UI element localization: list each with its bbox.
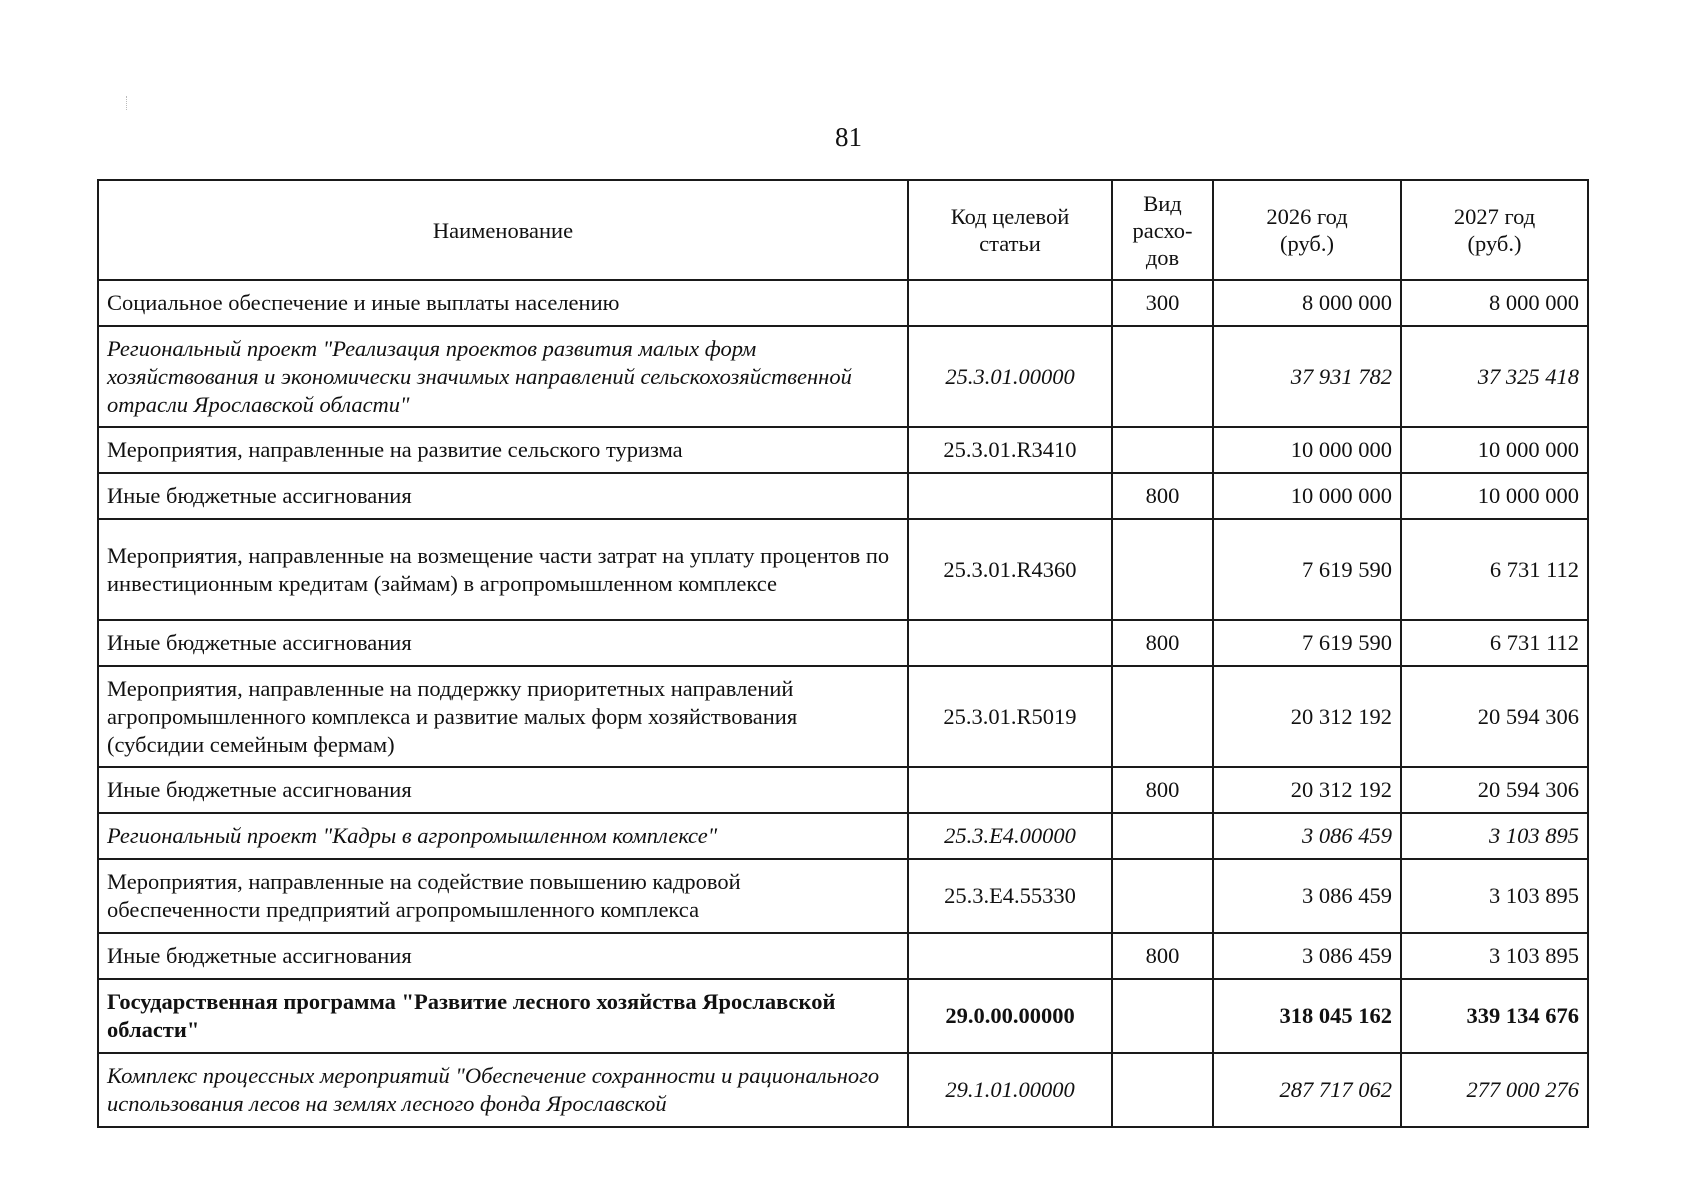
row-kind [1112,859,1213,933]
header-kind: Вид расхо-дов [1112,180,1213,280]
row-kind: 300 [1112,280,1213,326]
row-code [908,933,1112,979]
row-2026: 10 000 000 [1213,427,1401,473]
row-name: Социальное обеспечение и иные выплаты населению [98,280,908,326]
row-2026: 10 000 000 [1213,473,1401,519]
row-2026: 20 312 192 [1213,666,1401,767]
row-code [908,767,1112,813]
row-name: Иные бюджетные ассигнования [98,620,908,666]
row-code [908,620,1112,666]
row-kind: 800 [1112,767,1213,813]
row-kind [1112,813,1213,859]
row-code: 29.1.01.00000 [908,1053,1112,1127]
row-2026: 3 086 459 [1213,933,1401,979]
row-code: 25.3.01.00000 [908,326,1112,427]
page-number: 81 [835,122,862,152]
row-2027: 6 731 112 [1401,620,1588,666]
table-row [98,813,1588,859]
row-name: Региональный проект "Кадры в агропромышленном комплексе" [98,813,908,859]
row-2027: 277 000 276 [1401,1053,1588,1127]
row-2027: 3 103 895 [1401,859,1588,933]
row-2027: 20 594 306 [1401,666,1588,767]
row-name: Мероприятия, направленные на возмещение части затрат на уплату процентов по инвестиционным кредитам (займам) в агропромышленном комплексе [98,519,908,620]
row-kind [1112,666,1213,767]
row-name: Комплекс процессных мероприятий "Обеспечение сохранности и рационального использования лесов на землях лесного фонда Ярославской [98,1053,908,1127]
header-year-2026: 2026 год (руб.) [1213,180,1401,280]
row-2027: 3 103 895 [1401,813,1588,859]
row-kind: 800 [1112,473,1213,519]
table-row [98,859,1588,933]
row-2027: 3 103 895 [1401,933,1588,979]
table-row [98,666,1588,767]
table-row [98,933,1588,979]
row-name: Мероприятия, направленные на содействие повышению кадровой обеспеченности предприятий агропромышленного комплекса [98,859,908,933]
row-kind [1112,427,1213,473]
scan-artifact-mark [126,96,129,110]
row-name: Мероприятия, направленные на поддержку приоритетных направлений агропромышленного комплекса и развитие малых форм хозяйствования (субсидии семейным фермам) [98,666,908,767]
header-year-2027: 2027 год (руб.) [1401,180,1588,280]
row-2026: 3 086 459 [1213,859,1401,933]
row-kind [1112,519,1213,620]
row-2026: 318 045 162 [1213,979,1401,1053]
row-code: 25.3.Е4.00000 [908,813,1112,859]
header-code: Код целевой статьи [908,180,1112,280]
row-2027: 6 731 112 [1401,519,1588,620]
row-name: Региональный проект "Реализация проектов развития малых форм хозяйствования и экономически значимых направлений сельскохозяйственной отрасли Ярославской области" [98,326,908,427]
row-kind [1112,1053,1213,1127]
row-2027: 10 000 000 [1401,427,1588,473]
row-kind [1112,979,1213,1053]
table-row [98,326,1588,427]
table-row [98,979,1588,1053]
row-name: Мероприятия, направленные на развитие сельского туризма [98,427,908,473]
table-row [98,1053,1588,1127]
row-code: 29.0.00.00000 [908,979,1112,1053]
row-2027: 37 325 418 [1401,326,1588,427]
row-2027: 8 000 000 [1401,280,1588,326]
row-2026: 287 717 062 [1213,1053,1401,1127]
table-header-row [98,180,1588,280]
row-2026: 3 086 459 [1213,813,1401,859]
table-row [98,767,1588,813]
row-code: 25.3.01.R5019 [908,666,1112,767]
row-name: Иные бюджетные ассигнования [98,767,908,813]
table-row [98,427,1588,473]
row-name: Иные бюджетные ассигнования [98,933,908,979]
row-name: Государственная программа "Развитие лесного хозяйства Ярославской области" [98,979,908,1053]
row-code: 25.3.01.R4360 [908,519,1112,620]
row-kind: 800 [1112,620,1213,666]
row-code: 25.3.Е4.55330 [908,859,1112,933]
row-2026: 7 619 590 [1213,620,1401,666]
row-2026: 37 931 782 [1213,326,1401,427]
header-name: Наименование [98,180,908,280]
row-2027: 10 000 000 [1401,473,1588,519]
row-code [908,280,1112,326]
row-code: 25.3.01.R3410 [908,427,1112,473]
row-kind: 800 [1112,933,1213,979]
budget-table [97,179,1589,1128]
row-2026: 20 312 192 [1213,767,1401,813]
table-row [98,473,1588,519]
row-2026: 7 619 590 [1213,519,1401,620]
row-2026: 8 000 000 [1213,280,1401,326]
table-row [98,280,1588,326]
row-2027: 20 594 306 [1401,767,1588,813]
table-row [98,620,1588,666]
row-2027: 339 134 676 [1401,979,1588,1053]
row-kind [1112,326,1213,427]
row-name: Иные бюджетные ассигнования [98,473,908,519]
table-row [98,519,1588,620]
row-code [908,473,1112,519]
